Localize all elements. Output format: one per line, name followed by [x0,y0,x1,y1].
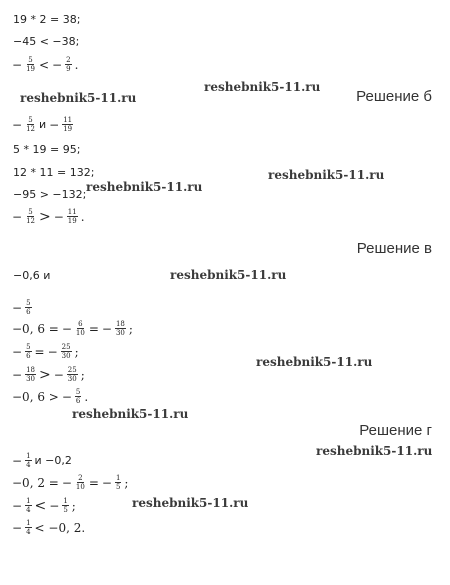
line-a2: −45 < −38; [13,35,80,48]
heading-solution-b: Решение б [356,88,432,105]
watermark: reshebnik5-11.ru [20,91,137,105]
fraction: $\frac{1}{5}$ [115,474,121,491]
line-b2: 5 * 19 = 95; [13,143,81,156]
line-v2: − $\frac{5}{6}$ [12,299,31,316]
fraction: $\frac{1}{5}$ [63,497,68,514]
watermark: reshebnik5-11.ru [268,168,385,182]
watermark: reshebnik5-11.ru [316,444,433,458]
line-b3: 12 * 11 = 132; [13,166,95,179]
fraction: $\frac{11}{19}$ [63,116,73,133]
watermark: reshebnik5-11.ru [72,407,189,421]
line-b5: − $\frac{5}{12}$ > − $\frac{11}{19}$ . [12,208,85,225]
fraction: $\frac{25}{30}$ [67,366,77,383]
line-v1: −0,6 и [13,269,51,282]
fraction: $\frac{25}{30}$ [61,343,71,360]
line-a1: 19 * 2 = 38; [13,13,81,26]
fraction: $\frac{1}{4}$ [26,452,31,469]
fraction: $\frac{1}{4}$ [26,497,31,514]
fraction: $\frac{5}{6}$ [26,299,31,316]
watermark: reshebnik5-11.ru [204,80,321,94]
line-g2: −0, 2 = − $\frac{2}{10}$ = − $\frac{1}{5}$ ; [12,474,129,491]
line-v6: −0, 6 > − $\frac{5}{6}$ . [12,388,89,405]
fraction: $\frac{5}{12}$ [26,208,35,225]
line-a3: − $\frac{5}{19}$ < − $\frac{2}{9}$ . [12,56,79,73]
heading-solution-g: Решение г [359,422,432,439]
line-b4: −95 > −132; [13,188,87,201]
fraction: $\frac{2}{9}$ [66,56,71,73]
fraction: $\frac{1}{4}$ [26,519,31,536]
fraction: $\frac{5}{19}$ [26,56,35,73]
watermark: reshebnik5-11.ru [132,496,249,510]
line-v5: − $\frac{18}{30}$ > − $\frac{25}{30}$ ; [12,366,85,383]
fraction: $\frac{5}{6}$ [26,343,31,360]
line-b1: − $\frac{5}{12}$ и − $\frac{11}{19}$ [12,116,73,133]
heading-solution-v: Решение в [356,240,432,257]
line-v3: −0, 6 = − $\frac{6}{10}$ = − $\frac{18}{30}$ ; [12,320,133,337]
watermark: reshebnik5-11.ru [170,268,287,282]
watermark: reshebnik5-11.ru [256,355,373,369]
fraction: $\frac{6}{10}$ [75,320,85,337]
watermark: reshebnik5-11.ru [86,180,203,194]
line-g3: − $\frac{1}{4}$ < − $\frac{1}{5}$ ; [12,497,76,514]
fraction: $\frac{18}{30}$ [115,320,125,337]
fraction: $\frac{5}{12}$ [26,116,35,133]
line-g1: − $\frac{1}{4}$ и −0,2 [12,452,72,469]
fraction: $\frac{2}{10}$ [75,474,85,491]
line-v4: − $\frac{5}{6}$ = − $\frac{25}{30}$ ; [12,343,79,360]
fraction: $\frac{11}{19}$ [67,208,77,225]
fraction: $\frac{5}{6}$ [75,388,81,405]
line-g4: − $\frac{1}{4}$ < −0, 2. [12,519,86,536]
fraction: $\frac{18}{30}$ [26,366,35,383]
